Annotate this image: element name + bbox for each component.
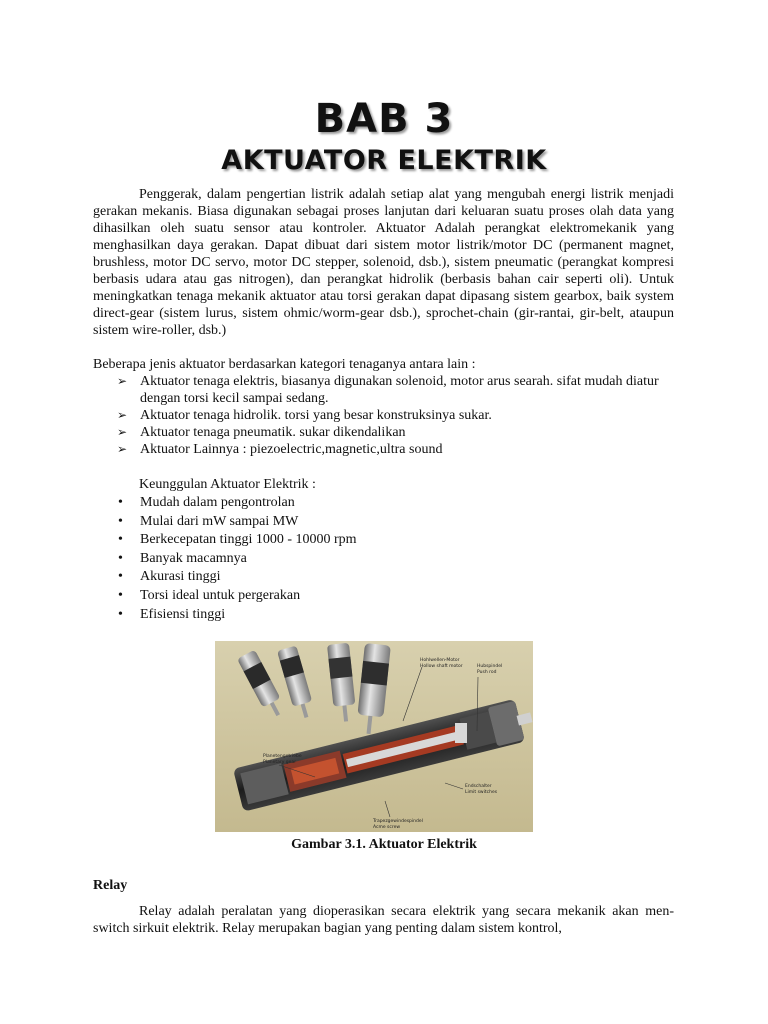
bullet-icon: • (118, 513, 123, 529)
svg-text:Hollow shaft motor: Hollow shaft motor (420, 664, 463, 669)
push-rod-tip (455, 723, 467, 743)
types-intro: Beberapa jenis aktuator berdasarkan kategori tenaganya antara lain : (93, 357, 476, 372)
label-planetary: Planetengetriebe (263, 754, 302, 759)
arrow-bullet-icon: ➢ (117, 408, 128, 422)
list-item: • Banyak macamnya (117, 550, 617, 569)
list-item: ➢ Aktuator Lainnya : piezoelectric,magnetic,ultra sound (117, 442, 443, 457)
actuator-figure-image (215, 641, 533, 832)
svg-text:Limit switches: Limit switches (465, 790, 498, 795)
list-item: • Torsi ideal untuk pergerakan (117, 587, 617, 606)
bullet-icon: • (118, 532, 123, 548)
list-item: • Efisiensi tinggi (117, 606, 617, 625)
advantages-list (117, 494, 617, 624)
list-item: • Akurasi tinggi (117, 568, 617, 587)
relay-paragraph: Relay adalah peralatan yang dioperasikan secara elektrik yang secara mekanik akan men-switch sirkuit elektrik. Relay merupakan bagian yang penting dalam sistem kontrol, (93, 904, 674, 936)
label-limit: Endschalter (465, 784, 492, 789)
bullet-icon: • (118, 550, 123, 566)
chapter-number: BAB 3 (314, 96, 454, 142)
label-push-rod: Hubspindel (477, 664, 503, 669)
actuator-types-list (117, 373, 677, 458)
bullet-icon: • (118, 495, 123, 510)
advantages-heading: Keunggulan Aktuator Elektrik : (139, 477, 316, 492)
actuator-illustration (215, 641, 533, 832)
arrow-bullet-icon: ➢ (117, 374, 128, 388)
list-item: • Mulai dari mW sampai MW (117, 513, 617, 532)
svg-text:Planetary gear: Planetary gear (263, 760, 297, 765)
list-item: ➢ Aktuator tenaga hidrolik. torsi yang besar konstruksinya sukar. (117, 408, 492, 423)
svg-text:Acme screw: Acme screw (373, 825, 401, 830)
figure-caption: Gambar 3.1. Aktuator Elektrik (291, 837, 477, 852)
intro-paragraph: Penggerak, dalam pengertian listrik adalah setiap alat yang mengubah energi listrik menjadi gerakan mekanis. Biasa digunakan sebagai proses lanjutan dari keluaran suatu proses olah data yang dihasilkan oleh suatu sensor atau kontroler. Aktuator Adalah perangkat elektromekanik yang menghasilkan daya gerakan. Dapat dibuat dari sistem motor listrik/motor DC (permanent magnet, brushless, motor DC servo, motor DC stepper, solenoid, dsb.), sistem pneumatic (perangkat kompresi berbasis udara atau gas nitrogen), dan perangkat hidrolik (berbasis bahan cair seperti oli). Untuk meningkatkan tenaga mekanik aktuator atau torsi gerakan dapat dipasang sistem gearbox, baik system direct-gear (sistem lurus, sistem ohmic/worm-gear dsb.), sprochet-chain (gir-rantai, gir-belt, ataupun sistem wire-roller, dsb.) (93, 187, 674, 338)
list-item: ➢ Aktuator tenaga elektris, biasanya digunakan solenoid, motor arus searah. sifat mudah diatur dengan torsi kecil sampai sedang. (117, 374, 659, 406)
bullet-icon: • (118, 569, 123, 585)
arrow-bullet-icon: ➢ (117, 442, 128, 456)
bullet-icon: • (118, 606, 123, 622)
label-screw: Trapezgewindespindel (373, 819, 423, 824)
arrow-bullet-icon: ➢ (117, 425, 128, 439)
bullet-icon: • (118, 587, 123, 603)
list-item: ➢ Aktuator tenaga pneumatik. sukar dikendalikan (117, 425, 406, 440)
chapter-title: AKTUATOR ELEKTRIK (221, 145, 547, 176)
label-hollow-motor: Hohlwellen-Motor (420, 658, 460, 663)
list-item: • Mudah dalam pengontrolan (117, 494, 617, 513)
list-item: • Berkecepatan tinggi 1000 - 10000 rpm (117, 531, 617, 550)
section-heading-relay: Relay (93, 878, 128, 893)
svg-text:Push rod: Push rod (477, 670, 497, 675)
